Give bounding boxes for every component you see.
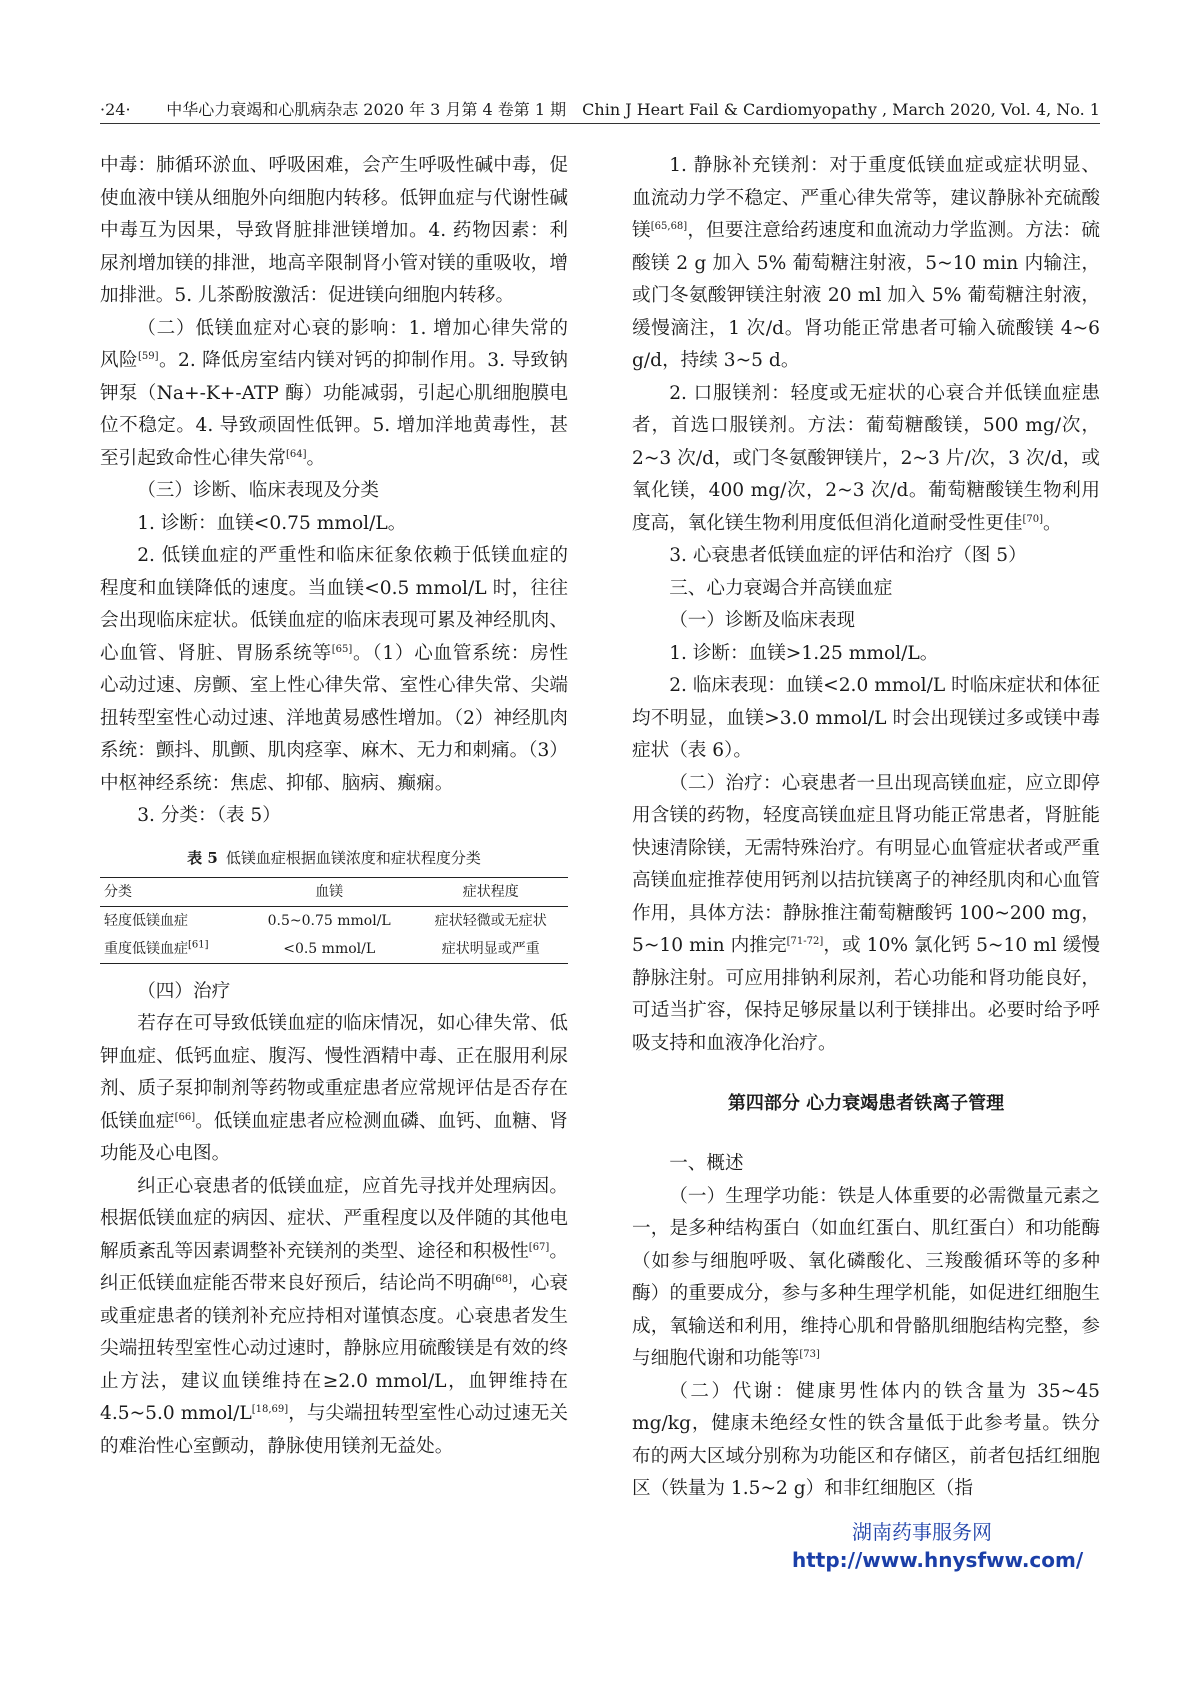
- table-row: [100, 935, 568, 964]
- table-cell: 0.5~0.75 mmol/L: [267, 912, 391, 929]
- header-cell: 血镁: [315, 883, 344, 900]
- paragraph: 1. 诊断：血镁>1.25 mmol/L。: [669, 642, 939, 664]
- section-heading: 一、概述: [669, 1153, 744, 1174]
- paragraph: 中毒：肺循环淤血、呼吸困难，会产生呼吸性碱中毒，促使血液中镁从细胞外向细胞内转移。低钾血症与代谢性碱中毒互为因果，导致肾脏排泄镁增加。4. 药物因素：利尿剂增加镁的排泄，地高辛限制肾小管对镁的重吸收，增加排泄。5. 儿茶酚胺激活：促进镁向细胞内转移。: [100, 155, 568, 306]
- table-row: [100, 906, 568, 935]
- header-cell: 症状程度: [462, 883, 519, 900]
- paragraph: 2. 口服镁剂：轻度或无症状的心衰合并低镁血症患者，首选口服镁剂。方法：葡萄糖酸镁，500 mg/次，2~3 次/d，或门冬氨酸钾镁片，2~3 片/次，3 次/d，或氧化镁，400 mg/次，2~3 次/d。葡萄糖酸镁生物利用度高，氧化镁生物利用度低但消化道耐受性更佳[70]。: [632, 382, 1100, 534]
- left-column: [100, 150, 568, 1463]
- header-cell: 分类: [104, 883, 132, 900]
- citation-ref: [59]: [138, 350, 159, 362]
- table-cell: 轻度低镁血症: [104, 912, 188, 929]
- paragraph: （二）低镁血症对心衰的影响：1. 增加心律失常的风险[59]。2. 降低房室结内镁对钙的抑制作用。3. 导致钠钾泵（Na+-K+-ATP 酶）功能减弱，引起心肌细胞膜电位不稳定。4. 导致顽固性低钾。5. 增加洋地黄毒性，甚至引起致命性心律失常[64]。: [100, 317, 568, 469]
- section-heading: 三、心力衰竭合并高镁血症: [669, 577, 893, 599]
- running-header: [100, 97, 1100, 124]
- citation-ref: [71-72]: [786, 935, 824, 947]
- paragraph: 1. 诊断：血镁<0.75 mmol/L。: [137, 512, 407, 534]
- subheading: （三）诊断、临床表现及分类: [137, 480, 379, 501]
- table-header-row: [100, 877, 568, 906]
- table-cell: 症状轻微或无症状: [434, 912, 547, 929]
- part-title: 第四部分 心力衰竭患者铁离子管理: [727, 1093, 1005, 1114]
- journal-citation: 中华心力衰竭和心肌病杂志 2020 年 3 月第 4 卷第 1 期 Chin J Heart Fail & Cardiomyopathy , March 2020, Vol. 4, No. 1: [166, 100, 1100, 119]
- paragraph: 2. 低镁血症的严重性和临床征象依赖于低镁血症的程度和血镁降低的速度。当血镁<0.5 mmol/L 时，往往会出现临床症状。低镁血症的临床表现可累及神经肌肉、心血管、肾脏、胃肠系统等[65]。（1）心血管系统：房性心动过速、房颤、室上性心律失常、室性心律失常、尖端扭转型室性心动过速、洋地黄易感性增加。（2）神经肌肉系统：颤抖、肌颤、肌肉痉挛、麻木、无力和刺痛。（3）中枢神经系统：焦虑、抑郁、脑病、癫痫。: [100, 545, 568, 794]
- paragraph: （一）生理学功能：铁是人体重要的必需微量元素之一，是多种结构蛋白（如血红蛋白、肌红蛋白）和功能酶（如参与细胞呼吸、氧化磷酸化、三羧酸循环等的多种酶）的重要成分，参与多种生理学机能，如促进红细胞生成，氧输送和利用，维持心肌和骨骼肌细胞结构完整，参与细胞代谢和功能等[73]: [632, 1185, 1100, 1369]
- table-label: 表 5: [187, 848, 218, 867]
- citation-ref: [18,69]: [251, 1403, 289, 1415]
- subheading: （四）治疗: [137, 980, 231, 1002]
- table-cell: <0.5 mmol/L: [283, 940, 376, 957]
- paragraph: （二）代谢：健康男性体内的铁含量为 35~45 mg/kg，健康未绝经女性的铁含量低于此参考量。铁分布的两大区域分别称为功能区和存储区，前者包括红细胞区（铁量为 1.5~2 g）和非红细胞区（指: [632, 1380, 1100, 1499]
- paragraph: 2. 临床表现：血镁<2.0 mmol/L 时临床症状和体征均不明显，血镁>3.0 mmol/L 时会出现镁过多或镁中毒症状（表 6）。: [632, 675, 1100, 761]
- citation-ref: [73]: [799, 1348, 820, 1360]
- paragraph: 若存在可导致低镁血症的临床情况，如心律失常、低钾血症、低钙血症、腹泻、慢性酒精中毒、正在服用利尿剂、质子泵抑制剂等药物或重症患者应常规评估是否存在低镁血症[66]。低镁血症患者应检测血磷、血钙、血糖、肾功能及心电图。: [100, 1013, 568, 1164]
- site-name: 湖南药事服务网: [852, 1520, 992, 1544]
- subheading: （一）诊断及临床表现: [669, 610, 856, 631]
- paragraph: 3. 心衰患者低镁血症的评估和治疗（图 5）: [669, 545, 1027, 566]
- paragraph: 纠正心衰患者的低镁血症，应首先寻找并处理病因。根据低镁血症的病因、症状、严重程度以及伴随的其他电解质紊乱等因素调整补充镁剂的类型、途径和积极性[67]。纠正低镁血症能否带来良好预后，结论尚不明确[68]，心衰或重症患者的镁剂补充应持相对谨慎态度。心衰患者发生尖端扭转型室性心动过速时，静脉应用硫酸镁是有效的终止方法，建议血镁维持在≥2.0 mmol/L，血钾维持在 4.5~5.0 mmol/L[18,69]，与尖端扭转型室性心动过速无关的难治性心室颤动，静脉使用镁剂无益处。: [100, 1175, 568, 1457]
- table-cell: 症状明显或严重: [441, 940, 540, 957]
- table-cell: 重度低镁血症[61]: [104, 938, 209, 957]
- citation-ref: [67]: [528, 1241, 550, 1253]
- paragraph: （二）治疗：心衰患者一旦出现高镁血症，应立即停用含镁的药物，轻度高镁血症且肾功能正常患者，肾脏能快速清除镁，无需特殊治疗。有明显心血管症状者或严重高镁血症推荐使用钙剂以拮抗镁离子的神经肌肉和心血管作用，具体方法：静脉推注葡萄糖酸钙 100~200 mg，5~10 min 内推完[71-72]，或 10% 氯化钙 5~10 ml 缓慢静脉注射。可应用排钠利尿剂，若心功能和肾功能良好，可适当扩容，保持足够尿量以利于镁排出。必要时给予呼吸支持和血液净化治疗。: [632, 772, 1100, 1054]
- citation-ref: [65,68]: [650, 220, 688, 232]
- citation-ref: [68]: [491, 1273, 513, 1285]
- watermark-footer: [792, 1518, 1084, 1574]
- citation-ref: [65]: [331, 643, 353, 655]
- citation-ref: [66]: [174, 1111, 196, 1123]
- citation-ref: [61]: [188, 938, 209, 950]
- citation-ref: [64]: [285, 448, 307, 460]
- table-5: [100, 877, 568, 964]
- table-caption: 表 5 低镁血症根据血镁浓度和症状程度分类: [187, 848, 481, 867]
- right-column: [632, 150, 1100, 1506]
- site-url-link[interactable]: http://www.hnysfww.com/: [792, 1548, 1084, 1572]
- citation-ref: [70]: [1022, 513, 1044, 525]
- paragraph: 3. 分类：（表 5）: [137, 805, 281, 826]
- paragraph: 1. 静脉补充镁剂：对于重度低镁血症或症状明显、血流动力学不稳定、严重心律失常等，建议静脉补充硫酸镁[65,68]，但要注意给药速度和血流动力学监测。方法：硫酸镁 2 g 加入 5% 葡萄糖注射液，5~10 min 内输注，或门冬氨酸钾镁注射液 20 ml 加入 5% 葡萄糖注射液，缓慢滴注，1 次/d。肾功能正常患者可输入硫酸镁 4~6 g/d，持续 3~5 d。: [632, 155, 1100, 371]
- page-number: ·24·: [100, 100, 131, 119]
